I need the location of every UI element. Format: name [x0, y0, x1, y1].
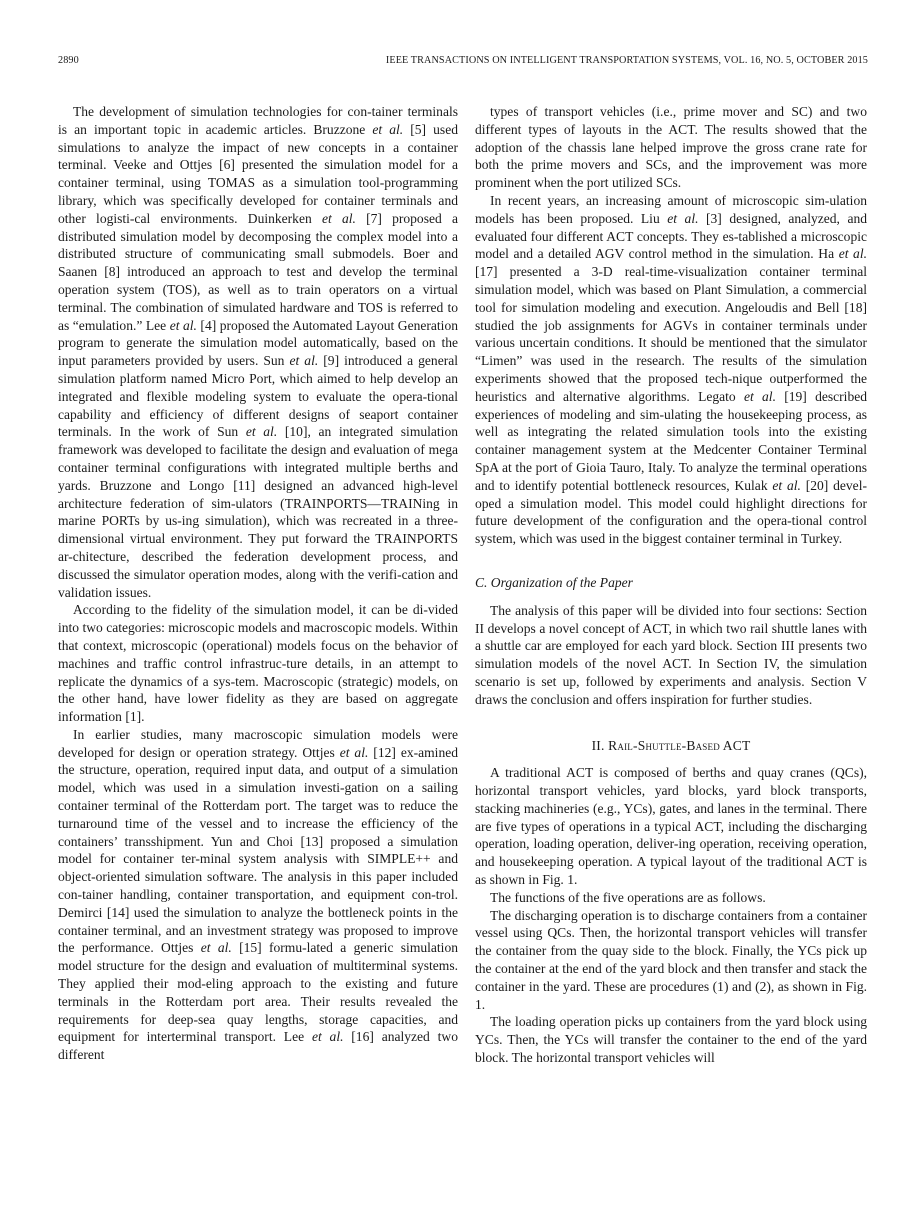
paragraph: The development of simulation technologies for con-tainer terminals is an important topic in academic articles. Bruzzone et al. [5] used simulations to analyze the impact of new concepts in a container terminal. Veeke and Ottjes [6] presented the simulation model for a container terminal, using TOMAS as a simulation tool-programming library, which was specifically developed for container terminals and other logisti-cal environments. Duinkerken et al. [7] proposed a distributed simulation model by decomposing the complex model into a distributed structure of communicating small submodels. Boer and Saanen [8] introduced an approach to test and develop the terminal operation system (TOS), as well as to train operators on a virtual terminal. The combination of simulated hardware and TOS is referred to as “emulation.” Lee et al. [4] proposed the Automated Layout Generation program to generate the simulation model automatically, based on the input parameters provided by users. Sun et al. [9] introduced a general simulation platform named Micro Port, which aimed to help develop an integrated and flexible modeling system to evaluate the opera-tional capability and efficiency of different designs of seaport container terminals. In the work of Sun et al. [10], an integrated simulation framework was developed to facilitate the design and evaluation of mega container terminal configurations with integrated multiple berths and yards. Bruzzone and Longo [11] designed an advanced high-level architecture federation of sim-ulators (TRAINPORTS—TRAINing in marine PORTs by us-ing simulation), which was recreated in a three-dimensional virtual environment. They put forward the TRAINPORTS ar-chitecture, described the federation development process, and discussed the simulator operation modes, along with the verifi-cation and validation issues.	[58, 104, 458, 600]
paragraph: In earlier studies, many macroscopic simulation models were developed for design or operation strategy. Ottjes et al. [12] ex-amined the structure, operation, required input data, and output of a simulation model, which was used in a simulation investi-gation on a sailing container terminal of the Rotterdam port. The target was to reduce the turnaround time of the vessel and to increase the efficiency of the containers’ transshipment. Yun and Choi [13] proposed a simulation model for container ter-minal system analysis with SIMPLE++ and object-oriented simulation software. The analysis in this paper included con-tainer handling, container transportation, and equipment con-trol. Demirci [14] used the simulation to analyze the bottleneck points in the container terminal, and an investment strategy was proposed to improve the performance. Ottjes et al. [15] formu-lated a generic simulation model structure for the design and evaluation of multiterminal systems. They applied their mod-eling approach to the existing and future terminals in the Rotterdam port area. Their results revealed the requirements for deep-sea quay lengths, storage capacities, and equipment for interterminal transport. Lee et al. [16] analyzed two different	[58, 726, 459, 1063]
paragraph: The functions of the five operations are as follows.	[490, 889, 766, 905]
right-column	[475, 103, 867, 1067]
section-heading: II. Rail-Shuttle-Based ACT	[591, 737, 751, 753]
paragraph: The loading operation picks up containers from the yard block using YCs. Then, the YCs will transfer the container to the end of the yard block. The horizontal transport vehicles will	[475, 1014, 867, 1066]
paragraph: According to the fidelity of the simulation model, it can be di-vided into two categories: microscopic models and macroscopic models. Within that context, microscopic (operational) models focus on the behavior of machines and traffic control infrastruc-ture details, in an attempt to replicate the dynamics of a sys-tem. Macroscopic (strategic) models, on the other hand, have lower fidelity as they are based on aggregate information [1].	[58, 602, 458, 725]
journal-title: IEEE TRANSACTIONS ON INTELLIGENT TRANSPORTATION SYSTEMS, VOL. 16, NO. 5, OCTOBER 2015	[385, 55, 868, 66]
subsection-heading: C. Organization of the Paper	[475, 574, 633, 590]
paragraph: types of transport vehicles (i.e., prime mover and SC) and two different types of layouts in the ACT. The results showed that the adoption of the chassis lane helped improve the gross crane rate for both the prime movers and SCs, and the improvement was more prominent when the port utilized SCs.	[475, 104, 867, 191]
running-header	[58, 55, 868, 69]
page-number: 2890	[58, 55, 79, 66]
paragraph: The analysis of this paper will be divided into four sections: Section II develops a novel concept of ACT, in which two rail shuttle lanes with a shuttle car are employed for each yard block. Section III presents two simulation models of the novel ACT. In Section IV, the simulation scenario is set up, followed by experiments and analysis. Section V draws the conclusion and offers inspiration for further studies.	[475, 602, 867, 707]
left-column	[58, 103, 458, 1064]
paragraph: A traditional ACT is composed of berths and quay cranes (QCs), horizontal transport vehicles, yard blocks, yard block transports, stacking machineries (e.g., YCs), gates, and lanes in the terminal. There are five types of operations in a typical ACT, including the discharging operation, loading operation, deliver-ing operation, receiving operation, and housekeeping operation. A typical layout of the traditional ACT is as shown in Fig. 1.	[475, 765, 867, 888]
paragraph: The discharging operation is to discharge containers from a container vessel using QCs. Then, the horizontal transport vehicles will transfer the container from the quay side to the block. Finally, the YCs pick up the container at the end of the yard block and then transfer and stack the container in the yard. These are procedures (1) and (2), as shown in Fig. 1.	[475, 907, 867, 1012]
paragraph: In recent years, an increasing amount of microscopic sim-ulation models has been proposed. Liu et al. [3] designed, analyzed, and evaluated four different ACT concepts. They es-tablished a microscopic model and a detailed AGV control method in the simulation. Ha et al. [17] presented a 3-D real-time-visualization container terminal simulation model, which was based on Plant Simulation, a commercial tool for simulation modeling and execution. Angeloudis and Bell [18] studied the job assignments for AGVs in container terminals under various uncertain conditions. It should be mentioned that the simulator “Limen” was used in the research. The results of the simulation experiments showed that the proposed tech-nique outperformed the heuristics and alternative algorithms. Legato et al. [19] described experiences of modeling and sim-ulating the housekeeping process, as well as integrating the related simulation tools into the existing container management system at the Medcenter Container Terminal SpA at the port of Gioia Tauro, Italy. To analyze the terminal operations and to identify potential bottleneck resources, Kulak et al. [20] devel-oped a simulation model. This model could highlight directions for future development of the configuration and the opera-tional control system, which was used in the biggest container terminal in Turkey.	[475, 192, 868, 547]
